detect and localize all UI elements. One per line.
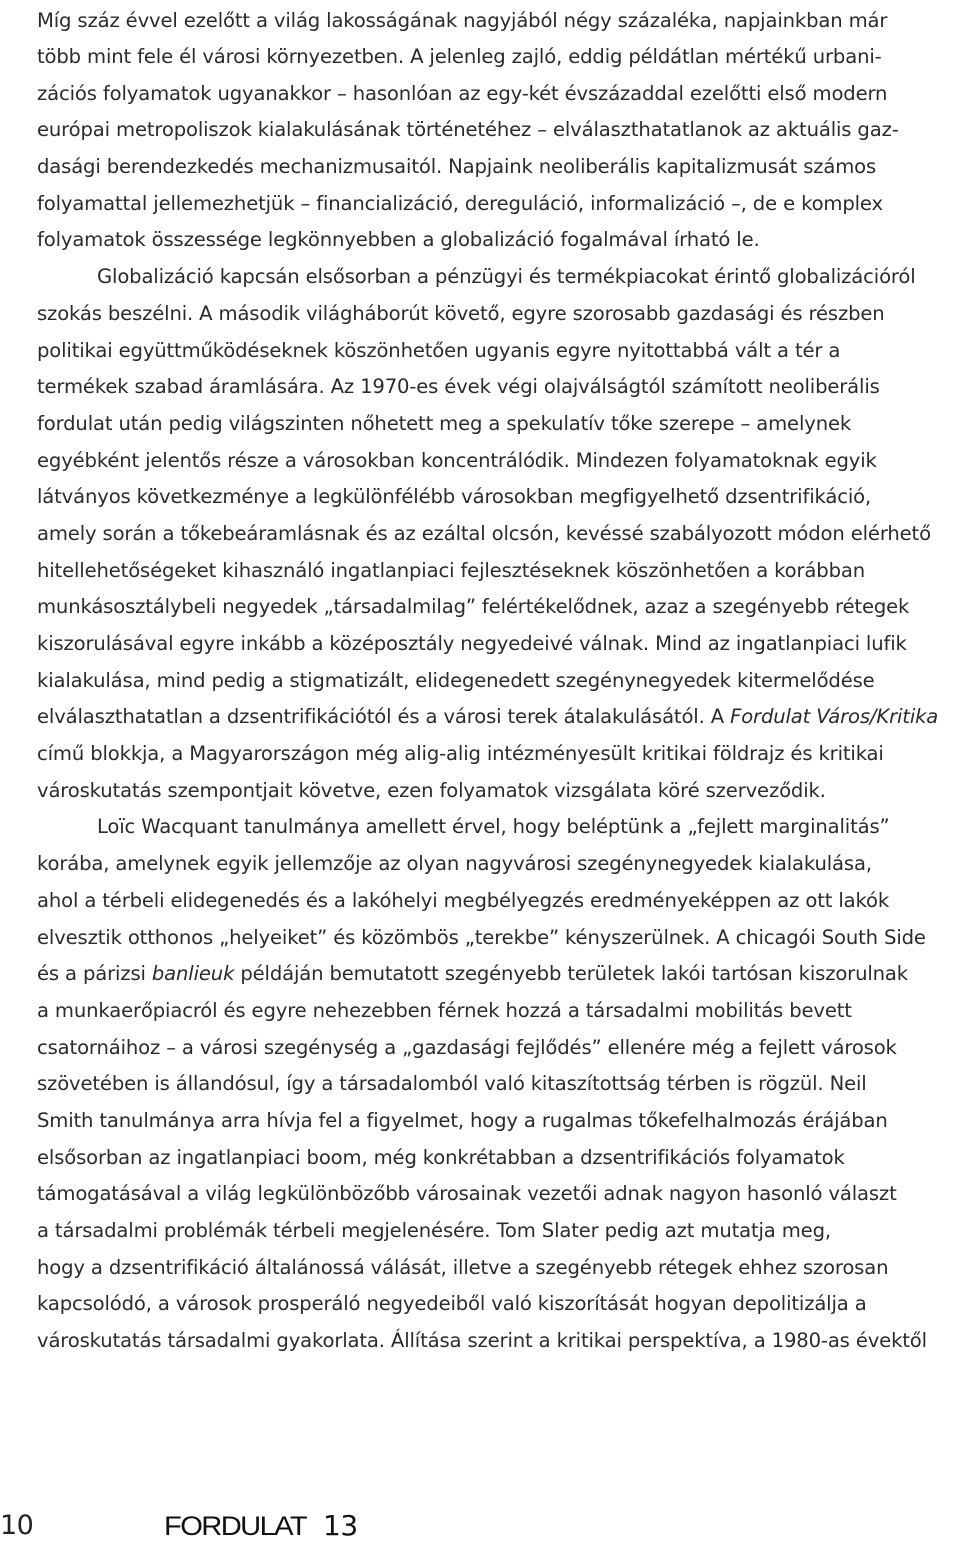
text-line-content: című blokkja, a Magyarországon még alig-alig intézményesült kritikai földrajz és kritikai [37,742,884,766]
text-line [37,1103,957,1140]
text-line-content: és a párizsi [37,962,152,986]
text-line [37,479,957,516]
text-line [37,259,957,296]
text-line [37,1030,957,1067]
text-line-content: amely során a tőkebeáramlásnak és az ezáltal olcsón, kevéssé szabályozott módon elérhető [37,521,931,545]
text-line [37,1140,957,1177]
text-line [37,773,957,810]
text-line [37,112,957,149]
text-line-content: kapcsolódó, a városok prosperáló negyedeiből való kiszorítását hogyan depolitizálja a [37,1292,867,1316]
text-line [37,883,957,920]
text-line-content: elsősorban az ingatlanpiaci boom, még konkrétabban a dzsentrifikációs folyamatok [37,1145,845,1169]
text-line-content: látványos következménye a legkülönfélébb városokban megfigyelhető dzsentrifikáció, [37,485,872,509]
text-line-content: városkutatás társadalmi gyakorlata. Állítása szerint a kritikai perspektíva, a 1980-as évektől [37,1329,927,1353]
text-line [37,1213,957,1250]
text-line [37,663,957,700]
text-line-content: támogatásával a világ legkülönbözőbb városainak vezetői adnak nagyon hasonló választ [37,1182,897,1206]
text-line-content: több mint fele él városi környezetben. A jelenleg zajló, eddig példátlan mértékű urbani- [37,45,882,68]
text-line [37,920,957,957]
text-line-content: Smith tanulmánya arra hívja fel a figyelmet, hogy a rugalmas tőkefelhalmozás érájában [37,1108,888,1132]
text-line [37,186,957,223]
italic-title: banlieuk [151,962,235,986]
text-line [37,76,957,113]
text-line-content: ahol a térbeli elidegenedés és a lakóhelyi megbélyegzés eredményeképpen az ott lakók [37,888,890,912]
text-line [37,369,957,406]
text-line [37,443,957,480]
text-line-content: folyamatok összessége legkönnyebben a globalizáció fogalmával írható le. [37,228,760,252]
text-line [37,1250,957,1287]
issue-number: 13 [323,1509,358,1542]
text-line [37,809,957,846]
text-line-content: folyamattal jellemezhetjük – financializáció, dereguláció, informalizáció –, de e komplex [37,191,883,215]
text-line [37,222,957,259]
text-line-content: városkutatás szempontjait követve, ezen folyamatok vizsgálata köré szerveződik. [37,778,826,802]
text-line [37,39,957,76]
text-line [37,1066,957,1103]
text-line-continuation: példáján bemutatott szegényebb területek lakói tartósan kiszorulnak [234,962,908,986]
text-line-content: szövetében is állandósul, így a társadalomból való kitaszítottság térben is rögzül. Neil [37,1072,867,1096]
text-line [37,736,957,773]
text-line-content: a munkaerőpiacról és egyre nehezebben férnek hozzá a társadalmi mobilitás bevett [37,998,852,1022]
text-line-content: kialakulása, mind pedig a stigmatizált, elidegenedett szegénynegyedek kitermelődése [37,668,875,692]
text-line [37,406,957,443]
text-line-content: elválaszthatatlan a dzsentrifikációtól és a városi terek átalakulásától. A [37,705,731,729]
text-line-content: hogy a dzsentrifikáció általánossá válását, illetve a szegényebb rétegek ehhez szorosan [37,1255,889,1279]
journal-name: FORDULAT [164,1511,307,1541]
article-body [37,0,957,1360]
text-line-content: Globalizáció kapcsán elsősorban a pénzügyi és termékpiacokat érintő globalizációról [97,265,916,289]
text-line-content: európai metropoliszok kialakulásának történetéhez – elválaszthatatlanok az aktuális gaz- [37,118,899,142]
text-line [37,149,957,186]
text-line [37,626,957,663]
text-line [37,699,957,736]
text-line [37,956,957,993]
text-line-content: korába, amelynek egyik jellemzője az olyan nagyvárosi szegénynegyedek kialakulása, [37,852,872,876]
text-line-content: hitellehetőségeket kihasználó ingatlanpiaci fejlesztéseknek köszönhetően a korábban [37,558,865,582]
text-line-content: politikai együttműködéseknek köszönhetően ugyanis egyre nyitottabbá vált a tér a [37,338,841,362]
text-line-content: dasági berendezkedés mechanizmusaitól. Napjaink neoliberális kapitalizmusát számos [37,155,877,179]
text-line [37,1323,957,1360]
text-line [37,2,957,39]
text-line [37,993,957,1030]
text-line [37,553,957,590]
text-line [37,333,957,370]
text-line-content: zációs folyamatok ugyanakkor – hasonlóan az egy-két évszázaddal ezelőtti első modern [37,81,888,105]
text-line-content: Míg száz évvel ezelőtt a világ lakosságának nagyjából négy százaléka, napjainkban már [37,9,888,32]
text-line-content: termékek szabad áramlására. Az 1970-es évek végi olajválságtól számított neoliberális [37,375,880,399]
text-line [37,846,957,883]
text-line-content: elvesztik otthonos „helyeiket” és közömbös „terekbe” kényszerülnek. A chicagói South Side [37,925,926,949]
text-line [37,1286,957,1323]
text-line [37,589,957,626]
text-line-content: csatornáihoz – a városi szegénység a „gazdasági fejlődés” ellenére még a fejlett városok [37,1035,897,1059]
page-footer [0,1510,960,1542]
text-line [37,296,957,333]
text-line-content: fordulat után pedig világszinten nőhetett meg a spekulatív tőke szerepe – amelynek [37,411,852,435]
text-line-content: egyébként jelentős része a városokban koncentrálódik. Mindezen folyamatoknak egyik [37,448,877,472]
text-line [37,516,957,553]
text-line-content: szokás beszélni. A második világháborút követő, egyre szorosabb gazdasági és részben [37,301,885,325]
text-line-content: kiszorulásával egyre inkább a középosztály negyedeivé válnak. Mind az ingatlanpiaci lufik [37,632,907,655]
text-line [37,1176,957,1213]
text-line-content: Loïc Wacquant tanulmánya amellett érvel, hogy beléptünk a „fejlett marginalitás” [97,815,890,839]
page-number: 10 [0,1510,34,1541]
italic-title: Fordulat Város/Kritika [730,705,939,729]
text-line-content: a társadalmi problémák térbeli megjelenésére. Tom Slater pedig azt mutatja meg, [37,1219,831,1242]
text-line-content: munkásosztálybeli negyedek „társadalmilag” felértékelődnek, azaz a szegényebb rétegek [37,595,910,619]
